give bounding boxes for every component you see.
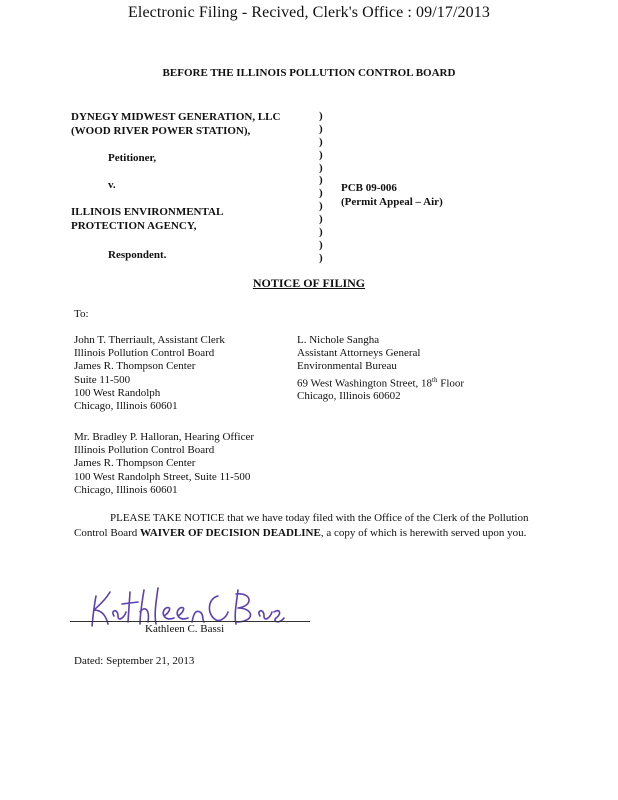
- address-line-part: 69 West Washington Street, 18: [297, 377, 433, 390]
- to-label: To:: [74, 308, 89, 320]
- paren: ): [319, 238, 323, 251]
- notice-of-filing-title: NOTICE OF FILING: [252, 276, 366, 290]
- address-line: Suite 11-500: [74, 373, 131, 386]
- respondent-name: ILLINOIS ENVIRONMENTAL: [71, 206, 224, 218]
- signature-line: [70, 621, 310, 622]
- paragraph-text: , a copy of which is herewith served upon you.: [320, 526, 527, 539]
- paren: ): [319, 213, 323, 226]
- address-line: Environmental Bureau: [297, 360, 397, 373]
- board-title: BEFORE THE ILLINOIS POLLUTION CONTROL BOARD: [162, 67, 456, 79]
- address-line: Chicago, Illinois 60602: [297, 390, 401, 403]
- address-line: Assistant Attorneys General: [297, 347, 421, 360]
- ordinal-suffix: th: [432, 375, 438, 384]
- paren: ): [319, 110, 323, 122]
- recipient-attorney-address: [297, 334, 464, 404]
- address-line: James R. Thompson Center: [74, 457, 196, 470]
- paren: ): [319, 226, 323, 239]
- address-line: Chicago, Illinois 60601: [74, 483, 178, 496]
- petitioner-label: Petitioner,: [108, 152, 157, 164]
- petitioner-name: DYNEGY MIDWEST GENERATION, LLC: [71, 111, 281, 123]
- address-line: 100 West Randolph Street, Suite 11-500: [74, 470, 251, 483]
- paren: ): [319, 148, 323, 161]
- paren: ): [319, 161, 323, 174]
- paren: ): [319, 122, 323, 135]
- address-line: 100 West Randolph: [74, 386, 161, 399]
- recipient-hearing-officer-address: [74, 431, 254, 497]
- address-line: Chicago, Illinois 60601: [74, 400, 178, 413]
- address-line: Mr. Bradley P. Halloran, Hearing Officer: [74, 431, 255, 443]
- address-line-part: Floor: [437, 377, 465, 390]
- respondent-agency: PROTECTION AGENCY,: [71, 220, 197, 232]
- paren: ): [319, 200, 323, 213]
- date-line: Dated: September 21, 2013: [74, 655, 195, 667]
- address-line: Illinois Pollution Control Board: [74, 347, 215, 360]
- signer-name: Kathleen C. Bassi: [145, 623, 225, 635]
- paren: ): [319, 187, 323, 200]
- paren: ): [319, 174, 323, 187]
- case-type: (Permit Appeal – Air): [341, 196, 443, 208]
- address-line: Illinois Pollution Control Board: [74, 444, 215, 457]
- petitioner-station: (WOOD RIVER POWER STATION),: [71, 125, 251, 137]
- paren: ): [319, 135, 323, 148]
- case-number: PCB 09-006: [341, 182, 397, 194]
- recipient-clerk-address: [74, 334, 225, 413]
- paragraph-text: PLEASE TAKE NOTICE that we have today filed with the Office of the Clerk of the Pollution Control Board: [74, 512, 529, 539]
- address-line: L. Nichole Sangha: [297, 334, 380, 346]
- address-line: James R. Thompson Center: [74, 360, 196, 373]
- notice-paragraph: [74, 511, 544, 540]
- address-line: [297, 374, 464, 391]
- electronic-filing-header: Electronic Filing - Recived, Clerk's Office : 09/17/2013: [128, 4, 490, 21]
- respondent-label: Respondent.: [108, 249, 167, 261]
- address-line: John T. Therriault, Assistant Clerk: [74, 334, 225, 346]
- caption-parentheses: [319, 110, 323, 265]
- versus-label: v.: [108, 179, 116, 191]
- document-title-bold: WAIVER OF DECISION DEADLINE: [140, 526, 321, 539]
- paren: ): [319, 251, 323, 264]
